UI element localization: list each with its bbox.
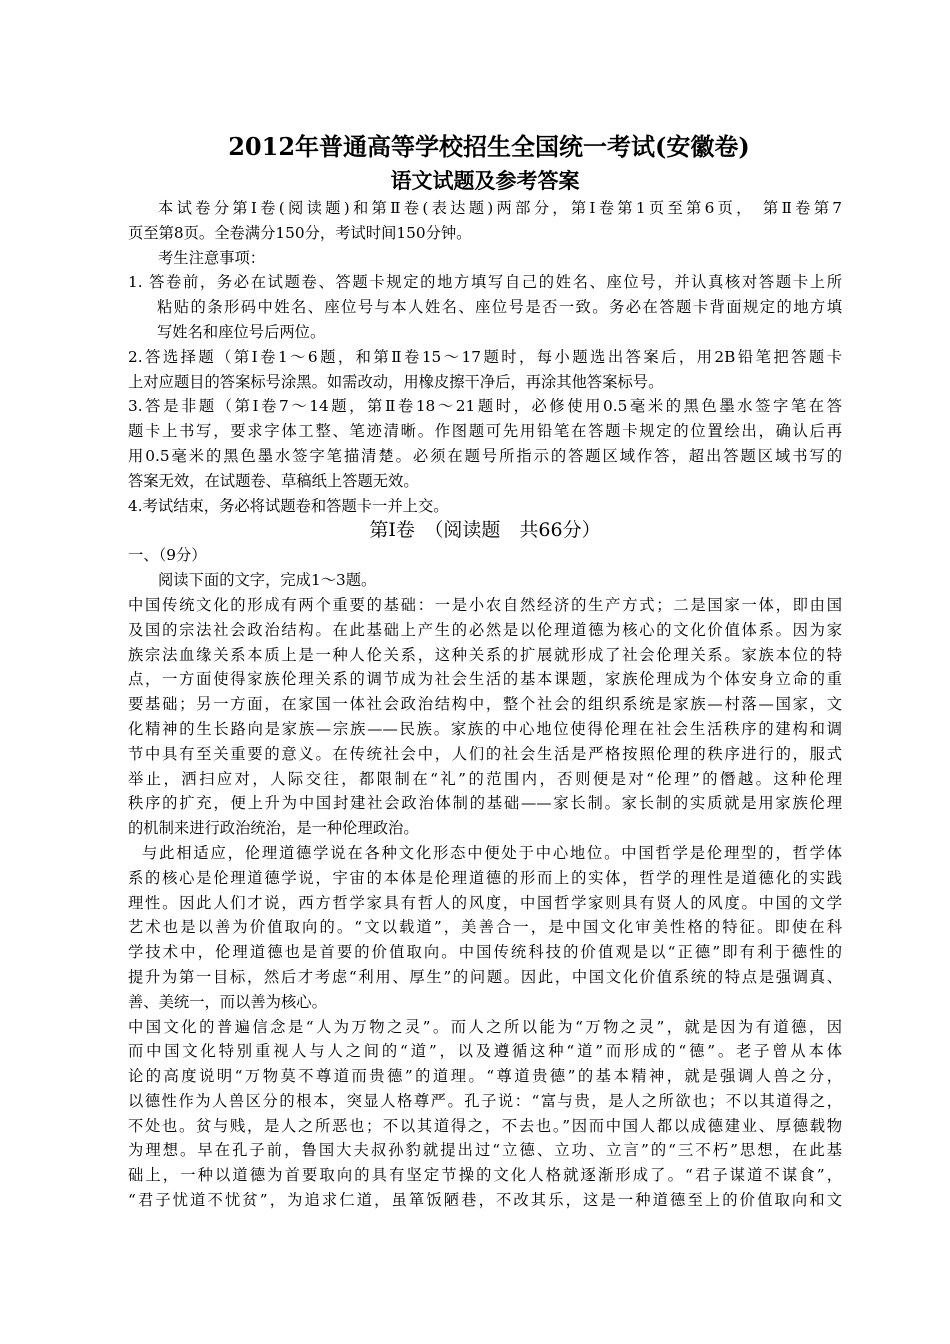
text-line: 善、美统一，而以善为核心。 (128, 992, 327, 1011)
paragraph-passage-3 (128, 1015, 842, 1213)
text-line: 提升为第一目标，然后才考虑“利用、厚生”的问题。因此，中国文化价值系统的特点是强调真、 (128, 967, 842, 986)
text-line: 4.考试结束，务必将试题卷和答题卡一并上交。 (128, 496, 449, 515)
text-line: 学技术中，伦理道德也是首要的价值取向。中国传统科技的价值观是以“正德”即有利于德性的 (128, 943, 842, 962)
paragraph-notice-heading (128, 246, 842, 271)
text-line: 2.答选择题（第Ⅰ卷1～6题，和第Ⅱ卷15～17题时，每小题选出答案后，用2B铅笔把答题卡 (128, 347, 842, 366)
document-title: 2012年普通高等学校招生全国统一考试(安徽卷) (228, 132, 750, 161)
text-line: 础上，一种以道德为首要取向的具有坚定节操的文化人格就逐渐形成了。“君子谋道不谋食”， (128, 1166, 842, 1185)
text-line: 及国的宗法社会政治结构。在此基础上产生的必然是以伦理道德为核心的文化价值体系。因为家 (128, 620, 842, 639)
paragraph-notice-2 (128, 345, 842, 395)
paragraph-notice-1 (128, 270, 842, 344)
paragraph-instruction (128, 568, 842, 593)
text-line: 3.答是非题（第Ⅰ卷7～14题，第Ⅱ卷18～21题时，必修使用0.5毫米的黑色墨水签字笔在答 (128, 397, 842, 416)
text-line: 一、（9分） (128, 546, 207, 565)
text-line: 用0.5毫米的黑色墨水签字笔描清楚。必须在题号所指示的答题区域作答，超出答题区域书写的 (128, 446, 842, 465)
text-line: 举止，洒扫应对，人际交往，都限制在“礼”的范围内，否则便是对“伦理”的僭越。这种伦理 (128, 769, 842, 788)
text-line: 的机制来进行政治统治，是一种伦理政治。 (128, 819, 419, 838)
document-page (128, 128, 842, 1213)
text-line: 答案无效，在试题卷、草稿纸上答题无效。 (128, 471, 419, 490)
text-line: 1. 答卷前，务必在试题卷、答题卡规定的地方填写自己的姓名、座位号，并认真核对答题卡上所 (128, 273, 842, 292)
paragraph-question-1 (128, 543, 842, 568)
text-line: 秩序的扩充，便上升为中国封建社会政治体制的基础——家长制。家长制的实质就是用家族伦理 (128, 794, 842, 813)
text-line: 为理想。早在孔子前，鲁国大夫叔孙豹就提出过“立德、立功、立言”的“三不朽”思想，在此基 (128, 1141, 842, 1160)
section-heading: 第Ⅰ卷 （阅读题 共66分） (369, 519, 601, 542)
text-line: 系的核心是伦理道德学说，宇宙的本体是伦理道德的形而上的实体，哲学的理性是道德化的实践 (128, 868, 842, 887)
paragraph-notice-4 (128, 494, 842, 519)
text-line: 不处也。贫与贱，是人之所恶也；不以其道得之，不去也。”因而中国人都以成德建业、厚德载物 (128, 1116, 842, 1135)
paragraph-intro (128, 196, 842, 246)
text-line: 中国传统文化的形成有两个重要的基础：一是小农自然经济的生产方式；二是国家一体，即由国 (128, 595, 842, 614)
paragraph-passage-2 (128, 841, 842, 1015)
text-line: 粘贴的条形码中姓名、座位号与本人姓名、座位号是否一致。务必在答题卡背面规定的地方填 (157, 298, 842, 317)
text-line: 题卡上书写，要求字体工整、笔迹清晰。作图题可先用铅笔在答题卡规定的位置绘出，确认后再 (128, 422, 842, 441)
text-line: 化精神的生长路向是家族—宗族——民族。家族的中心地位使得伦理在社会生活秩序的建构和调 (128, 719, 842, 738)
document-subtitle: 语文试题及参考答案 (390, 168, 580, 193)
text-line: 要基础；另一方面，在家国一体社会政治结构中，整个社会的组织系统是家族—村落—国家，文 (128, 695, 842, 714)
paragraph-passage-1 (128, 593, 842, 841)
text-line: 而中国文化特别重视人与人之间的“道”，以及遵循这种“道”而形成的“德”。老子曾从本体 (128, 1042, 842, 1061)
text-line: 论的高度说明“万物莫不尊道而贵德”的道理。“尊道贵德”的基本精神，就是强调人兽之分， (128, 1067, 842, 1086)
text-line: 节中具有至关重要的意义。在传统社会中，人们的社会生活是严格按照伦理的秩序进行的，服式 (128, 744, 842, 763)
document-body (128, 196, 842, 1213)
text-line: 中国文化的普遍信念是“人为万物之灵”。而人之所以能为“万物之灵”，就是因为有道德，因 (128, 1017, 842, 1036)
text-line: 艺术也是以善为价值取向的。“文以载道”，美善合一，是中国文化审美性格的特征。即使在科 (128, 918, 842, 937)
paragraph-notice-3 (128, 394, 842, 493)
text-line: 上对应题目的答案标号涂黑。如需改动，用橡皮擦干净后，再涂其他答案标号。 (128, 372, 664, 391)
text-line: 考生注意事项： (158, 248, 266, 267)
text-line: 本试卷分第Ⅰ卷(阅读题)和第Ⅱ卷(表达题)两部分，第Ⅰ卷第1页至第6页， 第Ⅱ卷第7 (158, 199, 842, 217)
text-line: 理性。因此人们才说，西方哲学家具有哲人的风度，中国哲学家则具有贤人的风度。中国的文学 (128, 893, 842, 912)
text-line: 点，一方面使得家族伦理关系的调节成为社会生活的基本课题，家族伦理成为个体安身立命的重 (128, 670, 842, 689)
text-line: 页至第8页。全卷满分150分，考试时间150分钟。 (128, 223, 472, 242)
text-line: “君子忧道不忧贫”，为追求仁道，虽箪饭陋巷，不改其乐，这是一种道德至上的价值取向和文 (128, 1191, 842, 1210)
paragraph-section-heading (128, 518, 842, 543)
text-line: 与此相适应，伦理道德学说在各种文化形态中便处于中心地位。中国哲学是伦理型的，哲学体 (142, 843, 842, 862)
text-line: 以德性作为人兽区分的根本，突显人格尊严。孔子说：“富与贵，是人之所欲也；不以其道得之， (128, 1091, 842, 1110)
text-line: 族宗法血缘关系本质上是一种人伦关系，这种关系的扩展就形成了社会伦理关系。家族本位的特 (128, 645, 842, 664)
text-line: 阅读下面的文字，完成1～3题。 (158, 571, 377, 590)
text-line: 写姓名和座位号后两位。 (157, 322, 326, 341)
